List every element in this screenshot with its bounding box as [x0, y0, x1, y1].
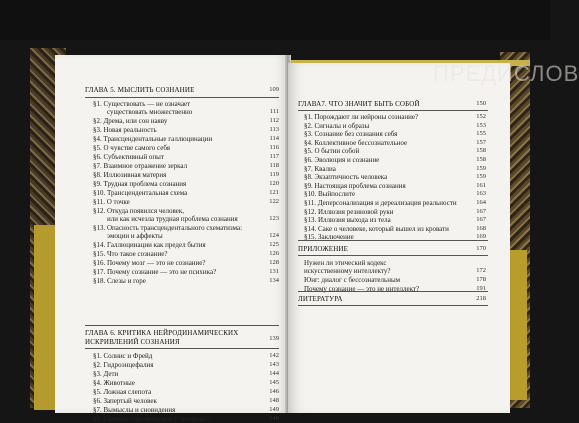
entry-page-number: 163	[476, 190, 486, 198]
toc-entry	[93, 171, 166, 179]
entry-title: §14. Саке о человеке, который вышел из кровати	[304, 224, 449, 233]
entry-page-number: 143	[269, 361, 279, 368]
literature-title: ЛИТЕРАТУРА	[298, 295, 343, 303]
entry-page-number: 168	[476, 224, 486, 232]
entry-page-number: 152	[476, 113, 486, 120]
entry-title: §2. Гидроэнцефалия	[93, 361, 154, 369]
entry-page-number: 145	[269, 379, 279, 386]
entry-title: §2. Дрема, или сон наяву	[93, 117, 168, 125]
entry-page-number: 144	[269, 370, 279, 377]
entry-title: §16. Почему мозг — это не сознание?	[93, 259, 206, 267]
toc-entry	[93, 207, 238, 223]
entry-page-number: 158	[476, 156, 486, 163]
toc-entry	[93, 250, 167, 258]
entry-title: §5. Ложная слепота	[93, 388, 152, 396]
toc-entry	[304, 173, 387, 181]
toc-entry	[304, 208, 394, 216]
entry-title: §5. О чувстве самого себя	[93, 144, 170, 152]
chapter-7-page: 150	[476, 100, 486, 107]
entry-page-number: 119	[269, 171, 279, 178]
entry-title: §15. Заключение	[304, 233, 354, 242]
toc-entry	[93, 397, 157, 405]
toc-entry	[93, 379, 135, 387]
toc-entry	[93, 198, 130, 206]
chapter-6-title-line2: ИСКРИВЛЕНИЙ СОЗНАНИЯ	[85, 338, 180, 346]
toc-entry	[93, 162, 187, 170]
entry-title: Нужен ли этический кодекс	[304, 259, 387, 267]
entry-page-number: 124	[269, 232, 279, 239]
toc-entry	[93, 224, 242, 240]
entry-title: §14. Галлюцинации как предел бытия	[93, 241, 206, 249]
entry-title: §8. Экзаптичность человека	[304, 173, 388, 182]
toc-entry	[304, 165, 336, 173]
entry-title: §12. Иллюзия резиновой руки	[304, 207, 394, 216]
toc-entry	[304, 259, 390, 275]
toc-entry	[93, 352, 152, 360]
entry-title: §3. Дети	[93, 370, 119, 378]
entry-page-number: 164	[476, 199, 486, 206]
entry-page-number: 159	[476, 173, 486, 181]
toc-entry	[304, 276, 400, 284]
divider	[298, 110, 488, 111]
toc-entry	[304, 130, 397, 138]
entry-page-number: 116	[269, 144, 279, 151]
entry-title: §2. Сигналы и образы	[304, 121, 370, 130]
left-page	[55, 55, 290, 423]
entry-title: §5. О бытии собой	[304, 147, 360, 156]
entry-page-number: 172	[476, 267, 486, 274]
entry-page-number: 120	[269, 180, 279, 187]
entry-title: §3. Сознание без сознания себя	[304, 130, 398, 139]
entry-page-number: 125	[269, 241, 279, 248]
entry-page-number: 111	[269, 108, 279, 115]
entry-page-number: 161	[476, 181, 486, 189]
entry-title: §13. Опасность трансцендентального схематизма:	[93, 224, 243, 232]
entry-title: §12. Откуда появился человек,	[93, 207, 184, 215]
entry-title: §15. Что такое сознание?	[93, 250, 168, 258]
toc-entry	[304, 156, 379, 164]
entry-title: §7. Вымыслы и сновидения	[93, 406, 176, 414]
entry-page-number: 146	[269, 388, 279, 395]
entry-title: §6. Запертый человек	[93, 397, 157, 405]
chapter-6-page: 139	[269, 335, 279, 342]
divider	[298, 305, 488, 306]
toc-entry	[304, 139, 407, 147]
toc-entry	[304, 182, 406, 190]
entry-title: §11. Деперсонализация и дереализация реальности	[304, 199, 457, 207]
entry-page-number: 191	[476, 285, 486, 292]
divider	[85, 348, 279, 349]
entry-page-number: 112	[269, 117, 279, 124]
entry-title: или как исчезла трудная проблема сознания	[107, 215, 238, 223]
entry-title: §18. Слезы и горе	[93, 277, 146, 285]
entry-page-number: 153	[476, 121, 486, 129]
entry-title: искусственному интеллекту?	[304, 267, 391, 275]
toc-entry	[93, 117, 167, 125]
entry-title: §9. Настоящая проблема сознания	[304, 181, 406, 190]
divider	[85, 97, 279, 98]
entry-page-number: 169	[476, 233, 486, 241]
chapter-6-title-line1: ГЛАВА 6. КРИТИКА НЕЙРОДИНАМИЧЕСКИХ	[85, 329, 239, 337]
entry-title: существовать множественно	[107, 108, 193, 116]
toc-entry	[93, 100, 192, 116]
entry-title: §8. Сколько сенсоримумов у человека?	[93, 415, 210, 423]
entry-title: §6. Эволюция и сознание	[304, 156, 380, 164]
toc-entry	[93, 241, 206, 249]
entry-page-number: 167	[476, 216, 486, 224]
divider	[298, 240, 488, 241]
entry-page-number: 178	[476, 276, 486, 283]
chapter-5-title: ГЛАВА 5. МЫСЛИТЬ СОЗНАНИЕ	[85, 86, 195, 94]
entry-page-number: 126	[269, 250, 279, 257]
entry-page-number: 131	[269, 268, 279, 275]
toc-entry	[304, 216, 391, 224]
toc-entry	[93, 268, 216, 276]
entry-title: Юнг: диалог с бессознательным	[304, 276, 401, 284]
entry-page-number: 117	[269, 153, 279, 160]
entry-title: §10. Выйпослите	[304, 190, 356, 199]
chapter-7-title: ГЛАВА7. ЧТО ЗНАЧИТ БЫТЬ СОБОЙ	[298, 100, 420, 108]
toc-entry	[304, 113, 418, 121]
entry-title: §1. Существовать — не означает	[93, 100, 191, 108]
toc-entry	[304, 147, 359, 155]
entry-page-number: 142	[269, 352, 279, 359]
entry-title: §17. Почему сознание — это не психика?	[93, 268, 217, 276]
toc-entry	[304, 190, 355, 198]
toc-entry	[93, 370, 118, 378]
entry-page-number: 122	[269, 198, 279, 205]
right-page	[288, 61, 579, 413]
appendix-title: ПРИЛОЖЕНИЕ	[298, 245, 349, 253]
dark-background	[0, 0, 550, 40]
entry-title: §13. Иллюзия выхода из тела	[304, 216, 391, 225]
entry-page-number: 167	[476, 207, 486, 215]
divider	[298, 291, 488, 292]
entry-page-number: 113	[269, 126, 279, 133]
entry-title: §4. Животные	[93, 379, 135, 387]
toc-entry	[93, 415, 209, 423]
entry-page-number: 158	[476, 147, 486, 155]
entry-page-number: 149	[269, 406, 279, 413]
entry-title: §10. Трансцендентальная схема	[93, 189, 188, 197]
entry-title: эмоции и аффекты	[107, 232, 163, 240]
entry-page-number: 148	[269, 397, 279, 404]
entry-title: §6. Субъективный опыт	[93, 153, 164, 161]
entry-page-number: 157	[476, 138, 486, 146]
entry-page-number: 121	[269, 189, 279, 196]
appendix-page: 170	[476, 245, 486, 252]
toc-entry	[93, 259, 206, 267]
entry-title: §7. Квалиа	[304, 164, 336, 173]
entry-title: §1. Солнис и Фрейд	[93, 352, 153, 360]
divider	[85, 325, 279, 326]
entry-title: §1. Порождают ли нейроны сознание?	[304, 113, 419, 121]
toc-entry	[93, 277, 146, 285]
entry-page-number: 118	[269, 162, 279, 169]
entry-page-number: 128	[269, 259, 279, 266]
entry-page-number: 159	[476, 164, 486, 172]
toc-entry	[93, 153, 164, 161]
entry-title: §4. Коллективное бессознательное	[304, 138, 408, 147]
entry-title: §9. Трудная проблема сознания	[93, 180, 187, 188]
chapter-5-page: 109	[269, 86, 279, 93]
toc-entry	[93, 144, 170, 152]
literature-page: 218	[476, 295, 486, 302]
toc-entry	[93, 135, 212, 143]
toc-entry	[304, 122, 369, 130]
bleed-through-text: ПРЕДИСЛОВ	[433, 61, 579, 86]
toc-entry	[304, 225, 449, 233]
toc-entry	[93, 126, 157, 134]
toc-entry	[304, 199, 457, 207]
entry-title: §11. О точке	[93, 198, 130, 206]
entry-page-number: 123	[269, 215, 279, 222]
toc-entry	[93, 406, 175, 414]
entry-title: §7. Взаимное отражение зеркал	[93, 162, 188, 170]
toc-entry	[93, 388, 151, 396]
entry-title: §4. Трансцендентальные галлюцинации	[93, 135, 213, 143]
toc-entry	[93, 361, 154, 369]
toc-entry	[93, 189, 187, 197]
entry-page-number: 114	[269, 135, 279, 142]
toc-entry	[93, 180, 186, 188]
entry-page-number: 155	[476, 130, 486, 138]
entry-page-number: 149	[269, 415, 279, 422]
divider	[298, 255, 488, 256]
entry-page-number: 134	[269, 277, 279, 284]
entry-title: §3. Новая реальность	[93, 126, 157, 134]
entry-title: §8. Иллюзивная материя	[93, 171, 167, 179]
entry-title: Почему сознание — это не интеллект?	[304, 285, 420, 293]
